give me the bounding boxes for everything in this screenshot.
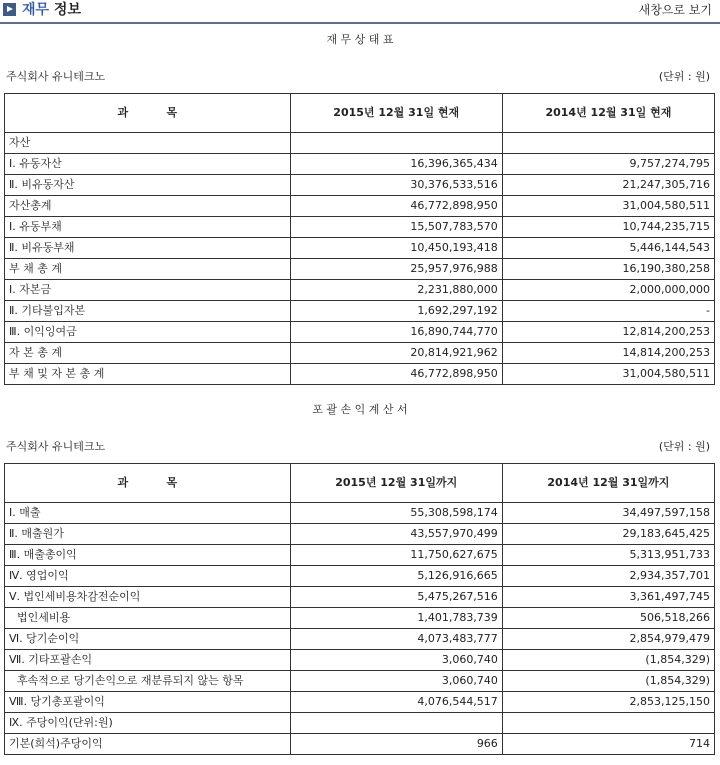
value-2015: 4,073,483,777 xyxy=(290,629,502,650)
col-header-account: 과 목 xyxy=(5,464,291,503)
row-label: Ⅰ. 유동자산 xyxy=(5,154,291,175)
value-2014: 2,000,000,000 xyxy=(502,280,714,301)
row-label: 후속적으로 당기손익으로 재분류되지 않는 항목 xyxy=(5,671,291,692)
balance-sheet-caption: 재 무 상 태 표 xyxy=(326,33,394,46)
value-2015: 2,231,880,000 xyxy=(290,280,502,301)
value-2015: 5,475,267,516 xyxy=(290,587,502,608)
row-label: Ⅶ. 기타포괄손익 xyxy=(5,650,291,671)
table-row xyxy=(5,301,715,322)
value-2014: 31,004,580,511 xyxy=(502,196,714,217)
row-label: Ⅸ. 주당이익(단위:원) xyxy=(5,713,291,734)
table-row xyxy=(5,608,715,629)
row-label: 자산 xyxy=(5,133,291,154)
value-2015: 15,507,783,570 xyxy=(290,217,502,238)
value-2014: 21,247,305,716 xyxy=(502,175,714,196)
table-row xyxy=(5,154,715,175)
value-2015: 25,957,976,988 xyxy=(290,259,502,280)
value-2015: 3,060,740 xyxy=(290,650,502,671)
col-header-2015: 2015년 12월 31일 현재 xyxy=(290,94,502,133)
value-2014: 2,934,357,701 xyxy=(502,566,714,587)
table-row xyxy=(5,650,715,671)
row-label: Ⅰ. 매출 xyxy=(5,503,291,524)
value-2015: 16,890,744,770 xyxy=(290,322,502,343)
value-2014: 714 xyxy=(502,734,714,755)
value-2015: 4,076,544,517 xyxy=(290,692,502,713)
table-row xyxy=(5,196,715,217)
value-2015: 46,772,898,950 xyxy=(290,196,502,217)
value-2015: 55,308,598,174 xyxy=(290,503,502,524)
row-label: 부 채 총 계 xyxy=(5,259,291,280)
table-row xyxy=(5,671,715,692)
col-header-2014: 2014년 12월 31일까지 xyxy=(502,464,714,503)
value-2014 xyxy=(502,713,714,734)
value-2015: 10,450,193,418 xyxy=(290,238,502,259)
table-row xyxy=(5,238,715,259)
value-2014: 506,518,266 xyxy=(502,608,714,629)
value-2015: 46,772,898,950 xyxy=(290,364,502,385)
table-header-row xyxy=(5,464,715,503)
table-row xyxy=(5,734,715,755)
col-header-2015: 2015년 12월 31일까지 xyxy=(290,464,502,503)
row-label: Ⅵ. 당기순이익 xyxy=(5,629,291,650)
table-row xyxy=(5,587,715,608)
row-label: Ⅷ. 당기총포괄이익 xyxy=(5,692,291,713)
value-2014: 3,361,497,745 xyxy=(502,587,714,608)
value-2014: 2,853,125,150 xyxy=(502,692,714,713)
balance-company-name: 주식회사 유니테크노 xyxy=(6,70,106,83)
row-label: 부 채 및 자 본 총 계 xyxy=(5,364,291,385)
value-2014 xyxy=(502,133,714,154)
value-2015: 20,814,921,962 xyxy=(290,343,502,364)
table-header-row xyxy=(5,94,715,133)
balance-unit-label: (단위 : 원) xyxy=(658,70,710,83)
value-2015: 1,401,783,739 xyxy=(290,608,502,629)
table-row xyxy=(5,343,715,364)
value-2015: 11,750,627,675 xyxy=(290,545,502,566)
row-label: 자산총계 xyxy=(5,196,291,217)
value-2014: - xyxy=(502,301,714,322)
table-row xyxy=(5,503,715,524)
section-header xyxy=(0,0,720,24)
value-2014: 5,313,951,733 xyxy=(502,545,714,566)
value-2015: 5,126,916,665 xyxy=(290,566,502,587)
value-2014: 12,814,200,253 xyxy=(502,322,714,343)
table-row xyxy=(5,364,715,385)
row-label: Ⅱ. 기타불입자본 xyxy=(5,301,291,322)
open-new-window-link[interactable]: 새창으로 보기 xyxy=(638,3,712,17)
row-label: Ⅳ. 영업이익 xyxy=(5,566,291,587)
table-row xyxy=(5,545,715,566)
table-row xyxy=(5,133,715,154)
arrow-bullet-icon xyxy=(3,3,16,16)
row-label: 법인세비용 xyxy=(5,608,291,629)
income-statement-table xyxy=(4,463,715,755)
row-label: Ⅱ. 비유동부채 xyxy=(5,238,291,259)
table-row xyxy=(5,566,715,587)
table-row xyxy=(5,280,715,301)
value-2014: 2,854,979,479 xyxy=(502,629,714,650)
table-row xyxy=(5,175,715,196)
value-2015: 1,692,297,192 xyxy=(290,301,502,322)
table-row xyxy=(5,629,715,650)
value-2014: (1,854,329) xyxy=(502,671,714,692)
value-2014: 14,814,200,253 xyxy=(502,343,714,364)
table-row xyxy=(5,524,715,545)
table-row xyxy=(5,692,715,713)
value-2014: 9,757,274,795 xyxy=(502,154,714,175)
value-2014: 16,190,380,258 xyxy=(502,259,714,280)
balance-sheet-table xyxy=(4,93,715,385)
value-2015: 16,396,365,434 xyxy=(290,154,502,175)
value-2014: 29,183,645,425 xyxy=(502,524,714,545)
row-label: Ⅰ. 유동부채 xyxy=(5,217,291,238)
row-label: 자 본 총 계 xyxy=(5,343,291,364)
table-row xyxy=(5,217,715,238)
table-row xyxy=(5,322,715,343)
income-company-name: 주식회사 유니테크노 xyxy=(6,440,106,453)
table-row xyxy=(5,259,715,280)
value-2015: 3,060,740 xyxy=(290,671,502,692)
value-2015 xyxy=(290,133,502,154)
row-label: Ⅱ. 매출원가 xyxy=(5,524,291,545)
table-row xyxy=(5,713,715,734)
row-label: Ⅴ. 법인세비용차감전순이익 xyxy=(5,587,291,608)
col-header-2014: 2014년 12월 31일 현재 xyxy=(502,94,714,133)
value-2014: (1,854,329) xyxy=(502,650,714,671)
income-unit-label: (단위 : 원) xyxy=(658,440,710,453)
col-header-account: 과 목 xyxy=(5,94,291,133)
row-label: Ⅲ. 매출총이익 xyxy=(5,545,291,566)
value-2014: 31,004,580,511 xyxy=(502,364,714,385)
row-label: 기본(희석)주당이익 xyxy=(5,734,291,755)
value-2014: 5,446,144,543 xyxy=(502,238,714,259)
row-label: Ⅰ. 자본금 xyxy=(5,280,291,301)
page-title: 재무 정보 xyxy=(22,2,81,18)
value-2014: 34,497,597,158 xyxy=(502,503,714,524)
income-statement-caption: 포 괄 손 익 계 산 서 xyxy=(312,403,408,416)
value-2015: 30,376,533,516 xyxy=(290,175,502,196)
row-label: Ⅲ. 이익잉여금 xyxy=(5,322,291,343)
value-2015: 43,557,970,499 xyxy=(290,524,502,545)
value-2015: 966 xyxy=(290,734,502,755)
row-label: Ⅱ. 비유동자산 xyxy=(5,175,291,196)
value-2015 xyxy=(290,713,502,734)
value-2014: 10,744,235,715 xyxy=(502,217,714,238)
